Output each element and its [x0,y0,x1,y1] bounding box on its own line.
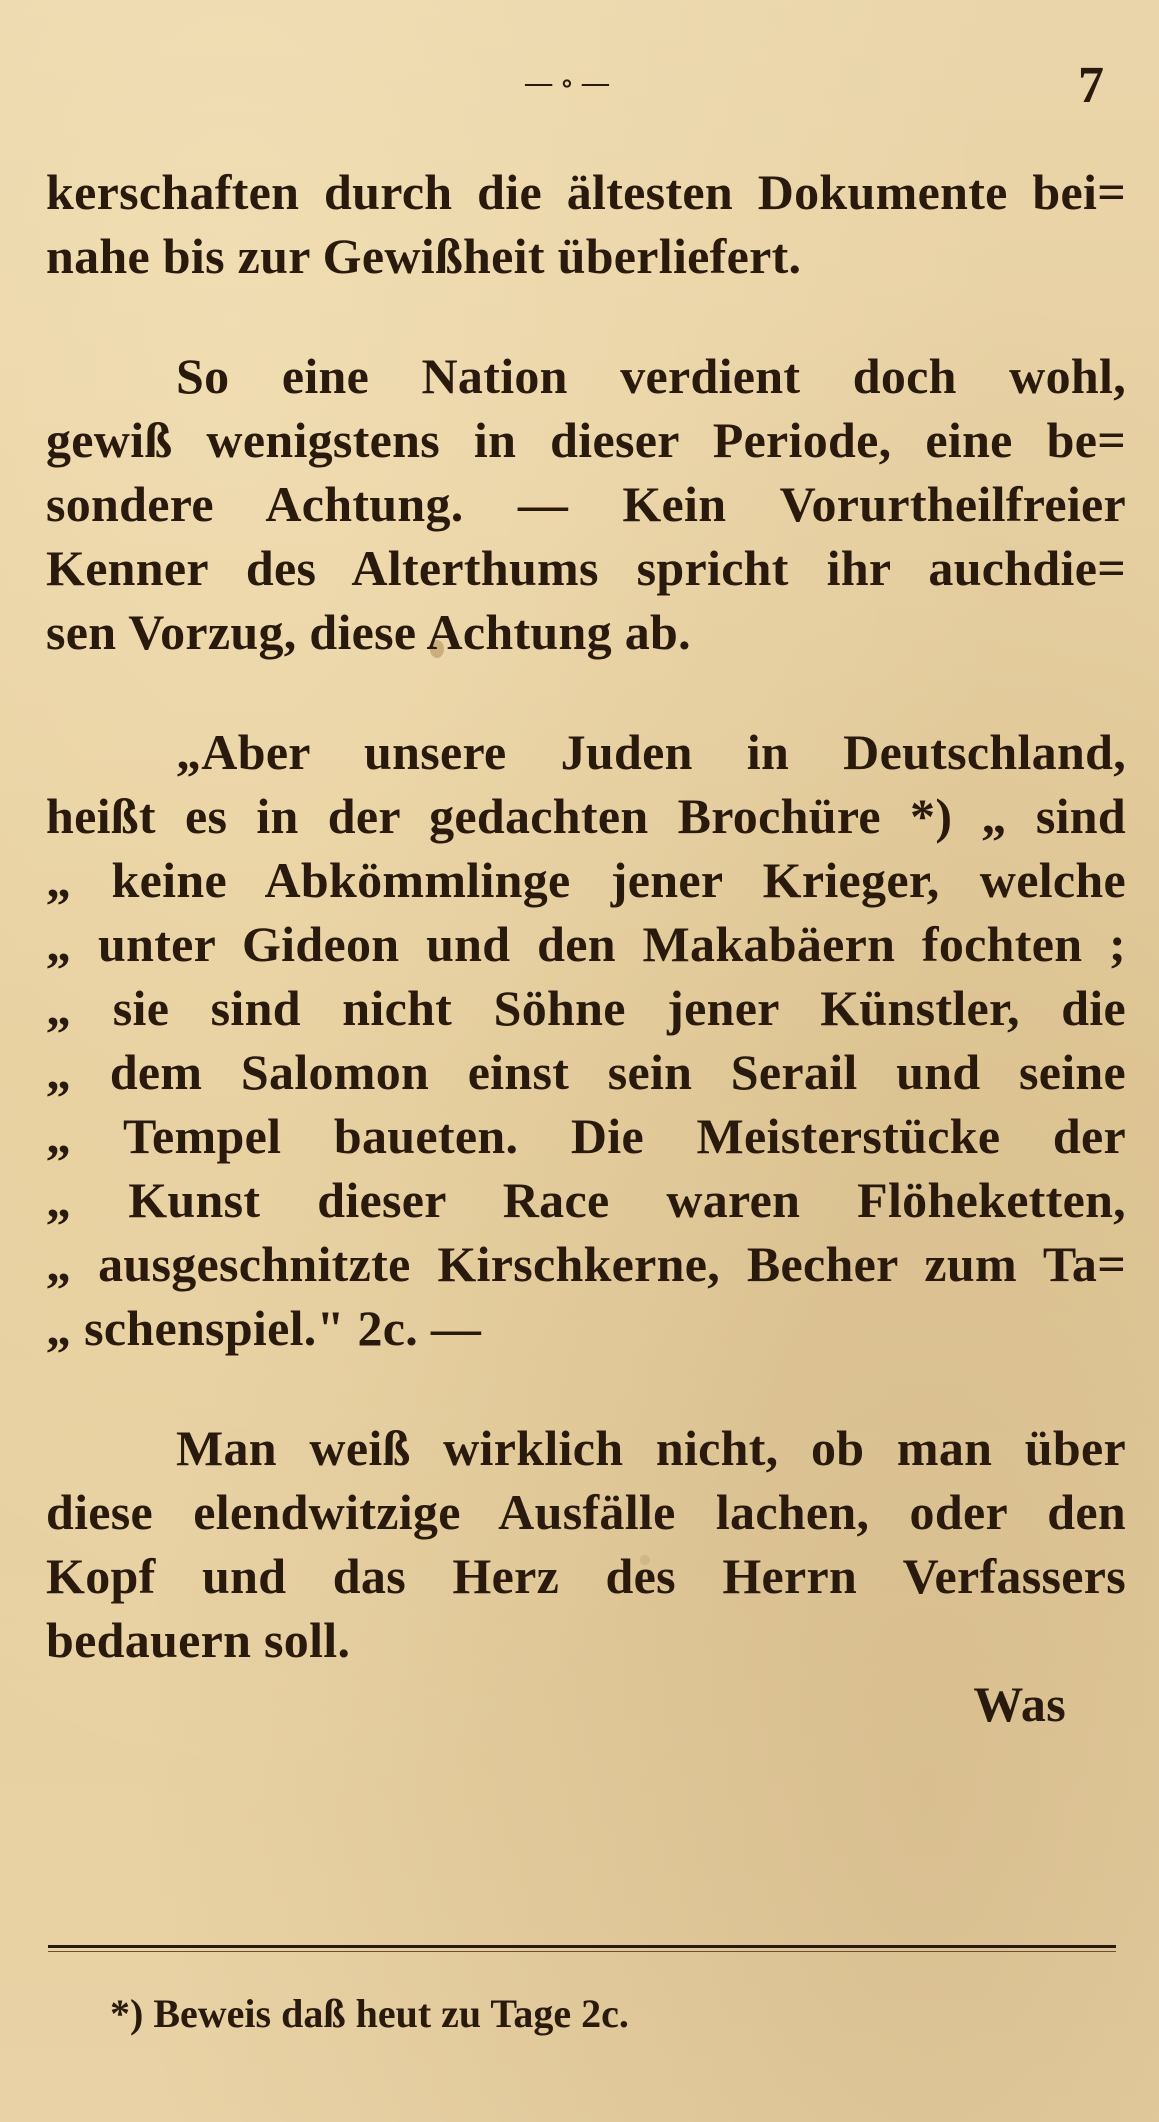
page-header [0,50,1159,114]
text-line: „ dem Salomon einst sein Serail und seine [46,1044,1126,1100]
text-line: bedauern soll. [46,1612,351,1668]
footnote-rule [48,1945,1116,1948]
text-line: kerschaften durch die ältesten Dokumente bei= [46,164,1126,220]
text-line: diese elendwitzige Ausfälle lachen, oder den [46,1484,1126,1540]
text-line: „ schenspiel." 2c. — [46,1300,482,1356]
text-line: sen Vorzug, diese Achtung ab. [46,604,691,660]
text-line: sondere Achtung. — Kein Vorurtheilfreier [46,476,1126,532]
body-text [46,160,1126,1736]
text-line: Kenner des Alterthums spricht ihr auchdie= [46,540,1126,596]
text-line: nahe bis zur Gewißheit überliefert. [46,228,802,284]
text-line: So eine Nation verdient doch wohl, [176,348,1126,404]
text-line: Man weiß wirklich nicht, ob man über [176,1420,1126,1476]
catchword: Was [973,1676,1066,1732]
page-number: 7 [1078,57,1104,114]
header-ornament: —∘— [523,65,617,101]
text-line: „ Kunst dieser Race waren Flöheketten, [46,1172,1126,1228]
text-line: „ unter Gideon und den Makabäern fochten ; [46,916,1126,972]
footnote: *) Beweis daß heut zu Tage 2c. [110,1991,629,2036]
text-line: „ ausgeschnitzte Kirschkerne, Becher zum Ta= [46,1236,1126,1292]
text-line: „ keine Abkömmlinge jener Krieger, welche [46,852,1126,908]
text-line: „ Tempel baueten. Die Meisterstücke der [46,1108,1126,1164]
text-line: „Aber unsere Juden in Deutschland, [176,724,1126,780]
text-line: heißt es in der gedachten Brochüre *) „ sind [46,788,1126,844]
footnote-rule-thin [48,1951,1116,1952]
text-line: Kopf und das Herz des Herrn Verfassers [46,1548,1126,1604]
text-line: gewiß wenigstens in dieser Periode, eine be= [46,412,1126,468]
text-line: „ sie sind nicht Söhne jener Künstler, die [46,980,1126,1036]
